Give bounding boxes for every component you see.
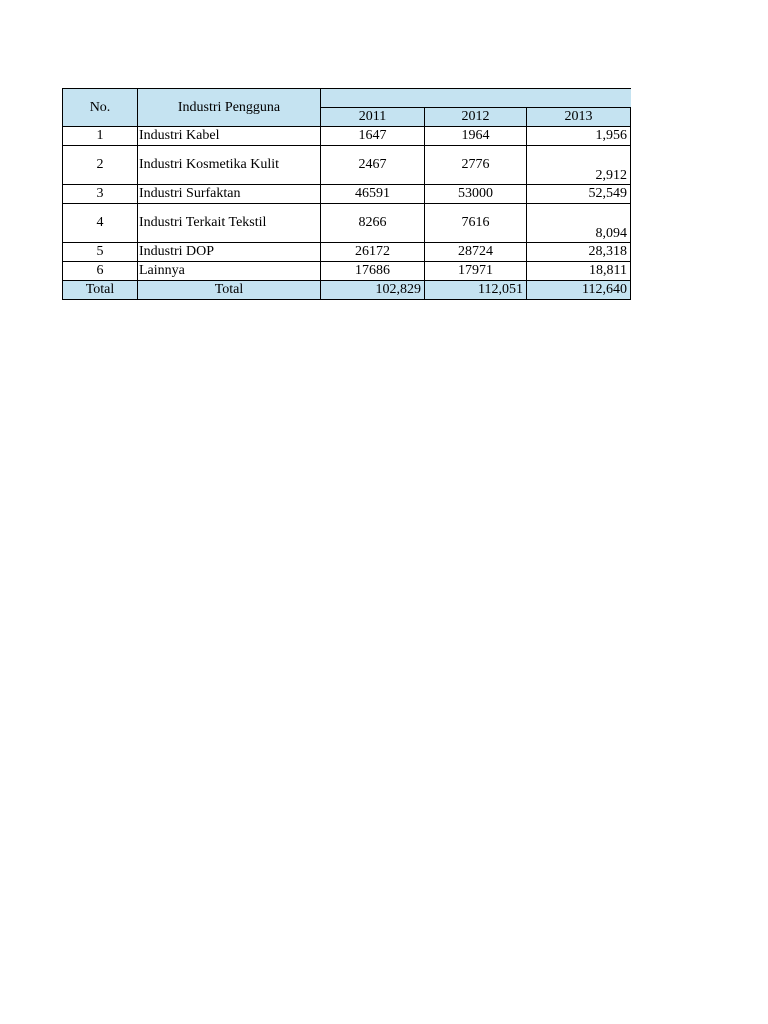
row-value-2012: 7616 — [425, 204, 527, 243]
total-row — [63, 281, 631, 300]
row-industry: Lainnya — [138, 262, 321, 281]
row-no: 1 — [63, 127, 138, 146]
row-industry: Industri Terkait Tekstil — [138, 204, 321, 243]
table-row — [63, 204, 631, 243]
row-no: 2 — [63, 146, 138, 185]
row-value-2013: 8,094 — [527, 204, 631, 243]
total-value-2013: 112,640 — [527, 281, 631, 300]
table-row — [63, 127, 631, 146]
row-value-2011: 8266 — [321, 204, 425, 243]
row-no: 4 — [63, 204, 138, 243]
row-value-2011: 26172 — [321, 243, 425, 262]
total-no: Total — [63, 281, 138, 300]
industry-usage-table — [62, 88, 631, 300]
row-value-2013: 52,549 — [527, 185, 631, 204]
row-value-2013: 28,318 — [527, 243, 631, 262]
header-no: No. — [63, 89, 138, 127]
table-row — [63, 243, 631, 262]
row-no: 3 — [63, 185, 138, 204]
row-industry: Industri Surfaktan — [138, 185, 321, 204]
table-row — [63, 185, 631, 204]
row-industry: Industri Kabel — [138, 127, 321, 146]
row-value-2011: 46591 — [321, 185, 425, 204]
row-value-2011: 17686 — [321, 262, 425, 281]
row-value-2013: 1,956 — [527, 127, 631, 146]
row-value-2012: 1964 — [425, 127, 527, 146]
row-industry: Industri Kosmetika Kulit — [138, 146, 321, 185]
header-year-2013: 2013 — [527, 108, 631, 127]
total-value-2012: 112,051 — [425, 281, 527, 300]
row-value-2012: 53000 — [425, 185, 527, 204]
row-value-2013: 2,912 — [527, 146, 631, 185]
row-industry: Industri DOP — [138, 243, 321, 262]
row-no: 6 — [63, 262, 138, 281]
header-year-2012: 2012 — [425, 108, 527, 127]
header-year-2011: 2011 — [321, 108, 425, 127]
row-value-2012: 28724 — [425, 243, 527, 262]
table-row — [63, 262, 631, 281]
row-value-2011: 2467 — [321, 146, 425, 185]
header-year-group — [321, 89, 631, 108]
row-value-2012: 17971 — [425, 262, 527, 281]
total-value-2011: 102,829 — [321, 281, 425, 300]
row-no: 5 — [63, 243, 138, 262]
total-label: Total — [138, 281, 321, 300]
row-value-2011: 1647 — [321, 127, 425, 146]
table-row — [63, 146, 631, 185]
row-value-2012: 2776 — [425, 146, 527, 185]
row-value-2013: 18,811 — [527, 262, 631, 281]
header-industry: Industri Pengguna — [138, 89, 321, 127]
